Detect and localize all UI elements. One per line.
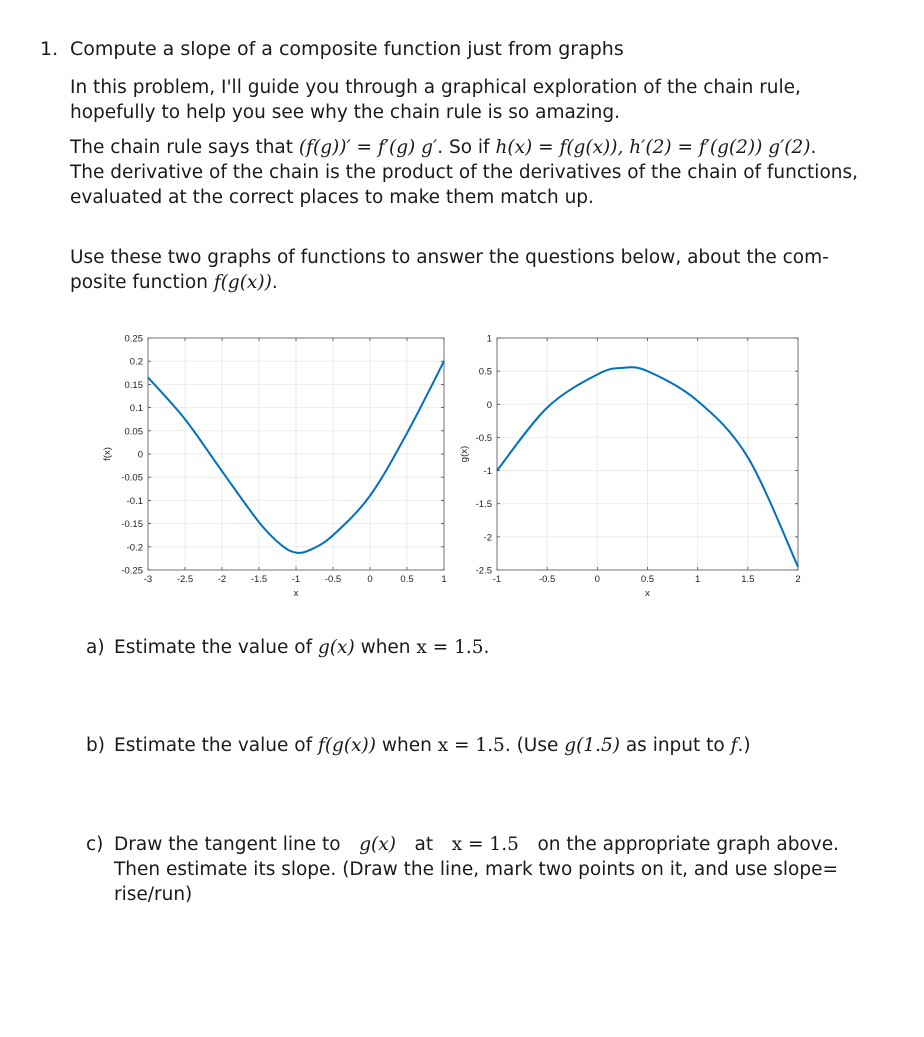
g-x-tick-label: 2 — [795, 574, 801, 585]
question-b — [86, 733, 846, 758]
question-b-x: x = 1.5 — [437, 735, 505, 756]
question-a-pre: Estimate the value of — [114, 637, 318, 658]
question-a-mid: when — [354, 637, 417, 658]
question-c-pre: Draw the tangent line to — [114, 834, 341, 855]
f-y-tick-label: 0.2 — [129, 356, 143, 368]
g-y-tick-label: 0.5 — [478, 366, 492, 378]
use-graphs-paragraph — [70, 245, 845, 295]
g-x-axis-label: x — [645, 588, 650, 599]
f-x-tick-label: -1 — [291, 574, 301, 585]
g-y-axis-label: g(x) — [459, 445, 470, 463]
chain-rule-line-2: The derivative of the chain is the product of the derivatives of the chain of functions, — [70, 162, 859, 183]
f-x-tick-label: -1.5 — [250, 574, 268, 585]
question-b-mid: when — [375, 735, 438, 756]
question-b-post3: .) — [737, 735, 751, 756]
chain-rule-says: The chain rule says that — [70, 137, 299, 158]
question-c-line-3: rise/run) — [114, 884, 193, 905]
question-c-post: on the appropriate graph above. — [537, 834, 839, 855]
f-y-tick-label: -0.1 — [126, 495, 143, 507]
f-y-tick-label: 0.15 — [124, 379, 143, 391]
intro-line-1: In this problem, I'll guide you through a graphical exploration of the chain rule, — [70, 77, 801, 98]
intro-paragraph — [70, 75, 845, 125]
intro-line-2: hopefully to help you see why the chain rule is so amazing. — [70, 102, 621, 123]
h-definition: h(x) = f(g(x)), h′(2) = f′(g(2)) g′(2) — [495, 137, 811, 158]
g-y-tick-label: 0 — [486, 399, 492, 411]
f-x-tick-label: -0.5 — [324, 574, 342, 585]
question-a-label: a) — [86, 637, 105, 658]
g-y-tick-label: -2 — [483, 532, 492, 544]
question-b-pre: Estimate the value of — [114, 735, 318, 756]
f-x-tick-label: 0.5 — [400, 574, 414, 585]
f-y-tick-label: 0.05 — [124, 426, 143, 438]
f-x-tick-label: 0 — [367, 574, 373, 585]
question-a-post: . — [483, 637, 490, 658]
chain-so-if: . So if — [437, 137, 496, 158]
g-y-tick-label: -1.5 — [475, 499, 492, 511]
f-y-tick-label: -0.05 — [121, 472, 143, 484]
question-b-post2: as input to — [619, 735, 731, 756]
g-graph — [459, 334, 801, 600]
question-c-line-2: Then estimate its slope. (Draw the line, mark two points on it, and use slope= — [114, 859, 838, 880]
composite-function: f(g(x)) — [213, 272, 272, 293]
question-b-f: f — [730, 735, 738, 756]
question-b-fgx: f(g(x)) — [317, 735, 376, 756]
g-x-tick-label: -1 — [492, 574, 502, 585]
question-b-post: . (Use — [504, 735, 565, 756]
use-line-1: Use these two graphs of functions to answer the questions below, about the com- — [70, 247, 829, 268]
problem-title: Compute a slope of a composite function just from graphs — [70, 38, 624, 60]
g-x-tick-label: -0.5 — [538, 574, 556, 585]
chain-rule-line-3: evaluated at the correct places to make them match up. — [70, 187, 594, 208]
chain-rule-paragraph — [70, 135, 859, 210]
g-y-tick-label: -1 — [483, 466, 492, 478]
question-a-gx: g(x) — [317, 637, 355, 658]
f-x-tick-label: -3 — [143, 574, 153, 585]
question-c-gx: g(x) — [359, 834, 396, 855]
problem-number: 1. — [40, 38, 59, 60]
g-y-tick-label: 1 — [486, 333, 492, 345]
question-b-g15: g(1.5) — [564, 735, 620, 756]
g-x-tick-label: 0 — [594, 574, 600, 585]
use-line-2-text: posite function — [70, 272, 214, 293]
f-y-tick-label: 0.1 — [129, 403, 143, 415]
f-y-tick-label: -0.25 — [121, 565, 143, 577]
question-c-x: x = 1.5 — [451, 834, 519, 855]
f-y-tick-label: 0 — [137, 449, 143, 461]
question-b-text — [114, 733, 751, 758]
question-a — [86, 635, 846, 660]
g-y-tick-label: -2.5 — [475, 565, 492, 577]
question-a-text — [114, 635, 489, 660]
use-line-2 — [70, 270, 845, 295]
chain-rule-line-1 — [70, 135, 845, 160]
f-y-tick-label: -0.15 — [121, 519, 143, 531]
use-line-2-end: . — [271, 272, 278, 293]
question-c — [86, 832, 846, 912]
f-y-axis-label: f(x) — [102, 447, 113, 461]
f-x-tick-label: -2.5 — [176, 574, 194, 585]
f-x-tick-label: 1 — [441, 574, 447, 585]
graphs — [100, 330, 820, 600]
g-x-tick-label: 1 — [695, 574, 701, 585]
question-a-x: x = 1.5 — [416, 637, 484, 658]
question-c-at: at — [414, 834, 434, 855]
question-b-label: b) — [86, 735, 105, 756]
chain-rule-formula: (f(g))′ = f′(g) g′ — [298, 137, 438, 158]
f-x-tick-label: -2 — [217, 574, 227, 585]
question-c-line-1 — [114, 832, 839, 857]
f-y-tick-label: -0.2 — [126, 542, 143, 554]
f-x-axis-label: x — [293, 588, 299, 599]
g-y-tick-label: -0.5 — [475, 432, 492, 444]
f-y-tick-label: 0.25 — [124, 333, 143, 345]
question-c-label: c) — [86, 834, 104, 855]
chain-end: . — [810, 137, 817, 158]
question-c-text — [114, 832, 839, 907]
g-x-tick-label: 0.5 — [640, 574, 655, 585]
g-x-tick-label: 1.5 — [741, 574, 755, 585]
f-graph — [102, 334, 447, 600]
